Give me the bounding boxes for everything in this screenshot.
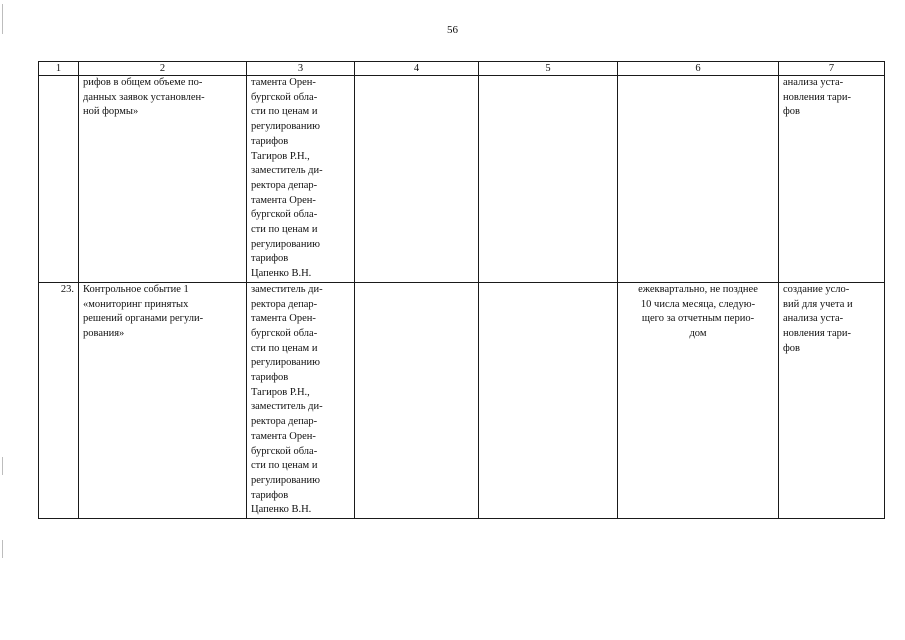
cell-text-line: дом: [689, 327, 707, 339]
cell-text-line: ректора депар-: [251, 416, 318, 428]
cell-text-line: заместитель ди-: [251, 165, 323, 177]
cell-text-line: тарифов: [251, 372, 289, 384]
cell-text-line: тамента Орен-: [251, 194, 316, 206]
cell-text-line: тарифов: [251, 253, 289, 265]
cell-text-line: заместитель ди-: [251, 283, 323, 295]
cell-text-line: Контрольное событие 1: [83, 283, 189, 295]
cell-text-line: регулированию: [251, 121, 320, 133]
cell-text-line: новления тари-: [783, 91, 852, 103]
responsible-cell: [247, 282, 355, 518]
cell-text-line: сти по ценам и: [251, 224, 318, 236]
cell-text-line: рифов в общем объеме по-: [83, 77, 203, 88]
cell-text-line: анализа уста-: [783, 313, 844, 325]
cell-text-line: тамента Орен-: [251, 430, 316, 442]
cell-text-line: Тагиров Р.Н.,: [251, 386, 310, 398]
cell-text-line: ной формы»: [83, 106, 139, 118]
cell-text-line: тарифов: [251, 489, 289, 501]
column-header: 7: [779, 62, 885, 76]
responsible-cell: [247, 76, 355, 283]
page-number: 56: [447, 24, 458, 36]
cell-text-line: фов: [783, 106, 801, 118]
event-name-cell: [79, 282, 247, 518]
cell-text-line: регулированию: [251, 474, 320, 486]
cell-text-line: Тагиров Р.Н.,: [251, 150, 310, 162]
cell-text-line: ректора депар-: [251, 298, 318, 310]
column-header: 5: [479, 62, 618, 76]
event-name-cell: [79, 76, 247, 283]
cell-text-line: 10 числа месяца, следую-: [640, 298, 756, 310]
scan-edge-mark: [2, 540, 3, 558]
start-date-cell: [355, 76, 479, 283]
deadline-cell: [618, 76, 779, 283]
cell-text-line: заместитель ди-: [251, 401, 323, 413]
deadline-cell: [618, 282, 779, 518]
column-number-row: [39, 62, 885, 76]
cell-text-line: «мониторинг принятых: [83, 298, 189, 310]
cell-text-line: анализа уста-: [783, 77, 844, 88]
cell-text-line: бургской обла-: [251, 209, 318, 221]
cell-text-line: ежеквартально, не позднее: [638, 283, 758, 295]
end-date-cell: [479, 282, 618, 518]
cell-text-line: тарифов: [251, 135, 289, 147]
cell-text-line: Цапенко В.Н.: [251, 504, 312, 516]
table-row: [39, 76, 885, 283]
end-date-cell: [479, 76, 618, 283]
result-cell: [779, 76, 885, 283]
start-date-cell: [355, 282, 479, 518]
column-header: 6: [618, 62, 779, 76]
scan-edge-mark: [2, 457, 3, 475]
cell-text-line: Цапенко В.Н.: [251, 268, 312, 280]
cell-text-line: сти по ценам и: [251, 342, 318, 354]
cell-text-line: рования»: [83, 327, 125, 339]
column-header: 1: [39, 62, 79, 76]
cell-text-line: сти по ценам и: [251, 106, 318, 118]
cell-text-line: тамента Орен-: [251, 313, 316, 325]
row-number-cell: [39, 76, 79, 283]
plan-table: [38, 61, 885, 519]
cell-text-line: создание усло-: [783, 283, 850, 295]
scan-edge-mark: [2, 4, 3, 34]
cell-text-line: регулированию: [251, 357, 320, 369]
cell-text-line: тамента Орен-: [251, 77, 316, 88]
cell-text-line: вий для учета и: [783, 298, 853, 310]
cell-text-line: фов: [783, 342, 801, 354]
cell-text-line: бургской обла-: [251, 327, 318, 339]
cell-text-line: решений органами регули-: [83, 313, 204, 325]
cell-text-line: сти по ценам и: [251, 460, 318, 472]
result-cell: [779, 282, 885, 518]
table-row: [39, 282, 885, 518]
cell-text-line: новления тари-: [783, 327, 852, 339]
row-number-cell: 23.: [39, 282, 79, 518]
column-header: 3: [247, 62, 355, 76]
column-header: 4: [355, 62, 479, 76]
cell-text-line: данных заявок установлен-: [83, 91, 205, 103]
cell-text-line: щего за отчетным перио-: [641, 313, 755, 325]
cell-text-line: бургской обла-: [251, 91, 318, 103]
cell-text-line: ректора депар-: [251, 179, 318, 191]
column-header: 2: [79, 62, 247, 76]
cell-text-line: бургской обла-: [251, 445, 318, 457]
cell-text-line: регулированию: [251, 238, 320, 250]
